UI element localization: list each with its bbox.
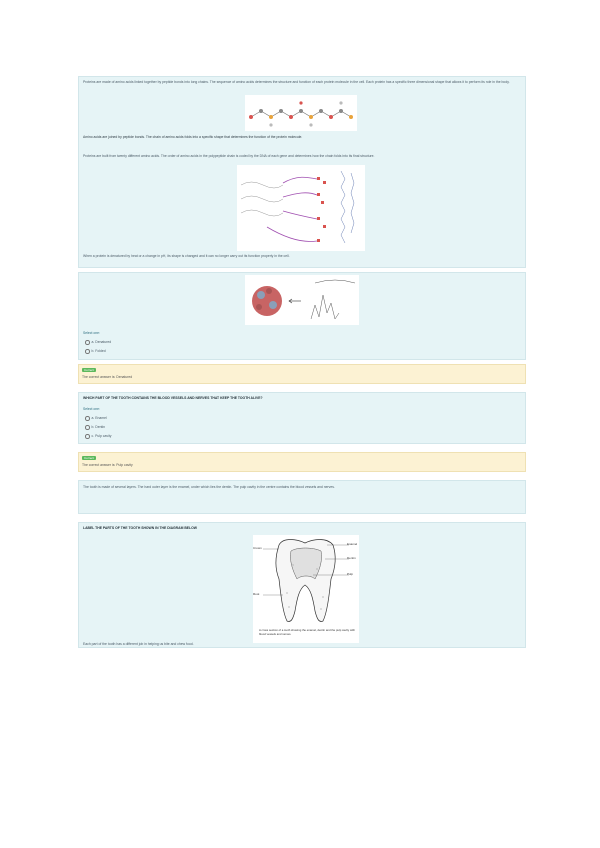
radio-icon[interactable] <box>85 434 90 439</box>
tooth-diagram <box>253 535 359 627</box>
tooth-panel <box>78 522 526 648</box>
label-dentin: Dentin <box>347 556 356 560</box>
protein-folding-figure <box>237 165 365 251</box>
option-a-label: a. Denatured <box>91 340 112 345</box>
intro-text: Proteins are made of amino acids linked together by peptide bonds into long chains. The sequence of amino acids determines the structure and function of each protein molecule in the cell. Each protein has a specific three dimensional shape that allows it to perform its role in the body. <box>83 80 510 84</box>
molecule-diagram <box>245 95 357 131</box>
question-prompt: WHICH PART OF THE TOOTH CONTAINS THE BLOOD VESSELS AND NERVES THAT KEEP THE TOOTH ALIVE? <box>83 396 263 400</box>
option-c-label: c. Pulp cavity <box>91 434 112 439</box>
feedback-panel-2 <box>78 452 526 472</box>
feedback-text: The correct answer is: Denatured <box>82 375 133 379</box>
radio-icon[interactable] <box>85 416 90 421</box>
select-one-label: Select one: <box>83 407 100 411</box>
protein-structure-diagram <box>245 275 359 325</box>
option-b-label: b. Folded <box>91 349 106 354</box>
feedback-panel-1 <box>78 364 526 384</box>
option-b[interactable] <box>85 349 106 354</box>
footer-text: Each part of the tooth has a different job in helping us bite and chew food. <box>83 642 194 646</box>
feedback-text: The correct answer is: Pulp cavity <box>82 463 133 467</box>
section-title: LABEL THE PARTS OF THE TOOTH SHOWN IN THE DIAGRAM BELOW <box>83 526 197 530</box>
folding-diagram <box>237 165 365 251</box>
protein-structure-figure <box>245 275 359 325</box>
label-enamel: Enamel <box>347 542 358 546</box>
info-panel <box>78 480 526 514</box>
option-c[interactable] <box>85 434 111 439</box>
content-panel-proteins <box>78 76 526 268</box>
radio-icon[interactable] <box>85 349 90 354</box>
tooth-cross-section-figure <box>253 535 359 643</box>
info-text: The tooth is made of several layers. The hard outer layer is the enamel, under which lies the dentin. The pulp cavity in the centre contains the blood vessels and nerves. <box>83 485 335 489</box>
select-one-label: Select one: <box>83 331 100 335</box>
figure-caption: Amino acids are joined by peptide bonds. The chain of amino acids folds into a specific shape that determines the function of the protein molecule. <box>83 135 303 139</box>
option-a[interactable] <box>85 416 107 421</box>
figure-caption: A cross section of a tooth showing the enamel, dentin and the pulp cavity with blood vessels and nerves. <box>259 628 355 636</box>
amino-acid-chain-figure <box>245 95 357 131</box>
question-panel-2 <box>78 392 526 444</box>
option-b-label: b. Dentin <box>91 425 106 430</box>
option-a-label: a. Enamel <box>91 416 107 421</box>
option-a[interactable] <box>85 340 111 345</box>
correct-badge: Correct <box>84 456 94 460</box>
footer-text: When a protein is denatured by heat or a change in pH, its shape is changed and it can no longer carry out its function properly in the cell. <box>83 254 290 258</box>
question-panel-1 <box>78 272 526 360</box>
correct-badge: Correct <box>84 368 94 372</box>
radio-icon[interactable] <box>85 340 90 345</box>
label-crown: Crown <box>253 546 262 550</box>
option-b[interactable] <box>85 425 105 430</box>
radio-icon[interactable] <box>85 425 90 430</box>
label-pulp: Pulp <box>347 572 354 576</box>
body-text: Proteins are built from twenty different amino acids. The order of amino acids in the polypeptide chain is coded by the DNA of each gene and determines how the chain folds into its final structure. <box>83 154 375 158</box>
label-root: Root <box>253 592 260 596</box>
